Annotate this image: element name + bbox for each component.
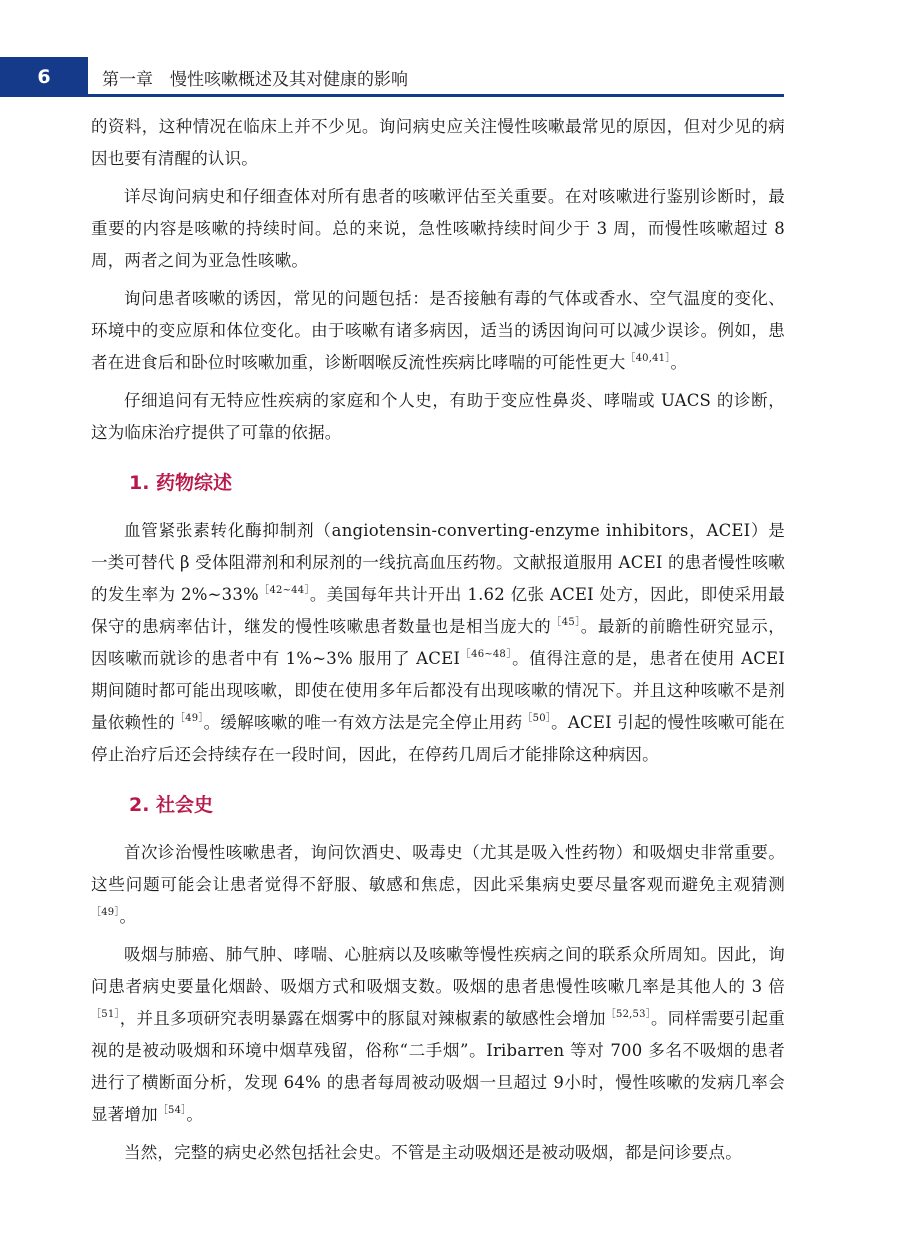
paragraph-first-visit <box>91 837 785 933</box>
paragraph-history-exam: 详尽询问病史和仔细查体对所有患者的咳嗽评估至关重要。在对咳嗽进行鉴别诊断时，最重要的内容是咳嗽的持续时间。总的来说，急性咳嗽持续时间少于 3 周，而慢性咳嗽超过 8 周，两者之间为亚急性咳嗽。 <box>91 187 785 270</box>
citation-ref: ［45］ <box>551 617 581 628</box>
paragraph-text: 。 <box>186 1105 204 1124</box>
citation-ref: ［49］ <box>174 713 204 724</box>
paragraph-text: 。 <box>119 907 137 926</box>
paragraph-text: 吸烟与肺癌、肺气肿、哮喘、心脏病以及咳嗽等慢性疾病之间的联系众所周知。因此，询问患者病史要量化烟龄、吸烟方式和吸烟支数。吸烟的患者患慢性咳嗽几率是其他人的 3 倍 <box>91 945 785 996</box>
paragraph-text: 首次诊治慢性咳嗽患者，询问饮酒史、吸毒史（尤其是吸入性药物）和吸烟史非常重要。这些问题可能会让患者觉得不舒服、敏感和焦虑，因此采集病史要尽量客观而避免主观猜测 <box>91 843 785 894</box>
paragraph-family-history: 仔细追问有无特应性疾病的家庭和个人史，有助于变应性鼻炎、哮喘或 UACS 的诊断，这为临床治疗提供了可靠的依据。 <box>91 391 785 442</box>
paragraph-text: 。值得注意的是，患者在使用 ACEI 期间随时都可能出现咳嗽，即使在使用多年后都没有出现咳嗽的情况下。并且这种咳嗽不是剂量依赖性的 <box>91 649 786 732</box>
paragraph-conclusion: 当然，完整的病史必然包括社会史。不管是主动吸烟还是被动吸烟，都是问诊要点。 <box>124 1143 742 1162</box>
paragraph-smoking <box>91 939 785 1131</box>
paragraph-text: 。美国每年共计开出 1.62 亿张 ACEI 处方，因此，即使采用最保守的患病率估计，继发的慢性咳嗽患者数量也是相当庞大的 <box>91 585 785 636</box>
paragraph-acei <box>91 515 785 771</box>
citation-ref: ［50］ <box>522 713 552 724</box>
header-rule <box>88 94 784 97</box>
paragraph-text: ，并且多项研究表明暴露在烟雾中的豚鼠对辣椒素的敏感性会增加 <box>119 1009 606 1028</box>
citation-ref: ［49］ <box>91 907 120 918</box>
paragraph-text: 询问患者咳嗽的诱因，常见的问题包括：是否接触有毒的气体或香水、空气温度的变化、环境中的变应原和体位变化。由于咳嗽有诸多病因，适当的诱因询问可以减少误诊。例如，患者在进食后和卧位时咳嗽加重，诊断咽喉反流性疾病比哮喘的可能性更大 <box>91 289 785 372</box>
page-body <box>91 111 785 1169</box>
section-heading-drug-review: 1. 药物综述 <box>129 472 233 494</box>
paragraph-text: 。缓解咳嗽的唯一有效方法是完全停止用药 <box>203 713 523 732</box>
chapter-title: 第一章 慢性咳嗽概述及其对健康的影响 <box>102 70 408 90</box>
paragraph-text: 。同样需要引起重视的是被动吸烟和环境中烟草残留，俗称“二手烟”。Iribarren 等对 700 多名不吸烟的患者进行了横断面分析，发现 64% 的患者每周被动吸烟一旦超过 9小时，慢性咳嗽的发病几率会显著增加 <box>91 1009 786 1124</box>
paragraph-text: 。 <box>670 353 688 372</box>
citation-ref: ［46~48］ <box>460 649 513 660</box>
paragraph-text: 。最新的前瞻性研究显示，因咳嗽而就诊的患者中有 1%~3% 服用了 ACEI <box>91 617 785 668</box>
citation-ref: ［51］ <box>91 1009 120 1020</box>
section-heading-social-history: 2. 社会史 <box>129 794 214 816</box>
paragraph-text: 。ACEI 引起的慢性咳嗽可能在停止治疗后还会持续存在一段时间，因此，在停药几周后才能排除这种病因。 <box>91 713 785 764</box>
citation-ref: ［40,41］ <box>625 353 671 364</box>
citation-ref: ［52,53］ <box>605 1009 651 1020</box>
paragraph-triggers <box>91 283 785 379</box>
page-header <box>0 57 900 97</box>
page-number: 6 <box>0 57 88 97</box>
citation-ref: ［42~44］ <box>258 585 310 596</box>
citation-ref: ［54］ <box>157 1105 187 1116</box>
paragraph-continued: 的资料，这种情况在临床上并不少见。询问病史应关注慢性咳嗽最常见的原因，但对少见的病因也要有清醒的认识。 <box>91 117 785 168</box>
paragraph-text: 血管紧张素转化酶抑制剂（angiotensin-converting-enzyme inhibitors，ACEI）是一类可替代 β 受体阻滞剂和利尿剂的一线抗高血压药物。文献报道服用 ACEI 的患者慢性咳嗽的发生率为 2%~33% <box>91 521 785 604</box>
